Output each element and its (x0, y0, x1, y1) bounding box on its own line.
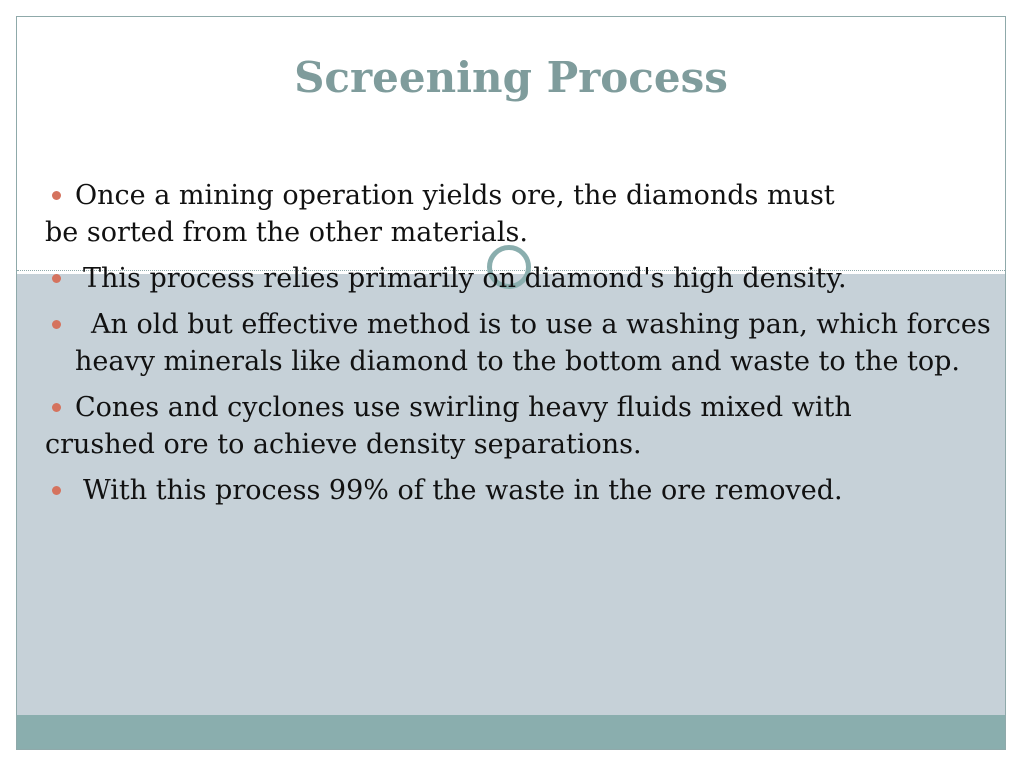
slide-title: Screening Process (294, 53, 728, 102)
continuation-text (45, 214, 995, 251)
bullet-icon (52, 403, 61, 412)
bullet-icon (52, 486, 61, 495)
bullet-item (45, 260, 995, 297)
bullet-item (45, 472, 995, 509)
slide-footer-bar (17, 715, 1005, 749)
continuation-text (45, 426, 995, 463)
bullet-text: With this process 99% of the waste in the ore removed. (83, 475, 843, 506)
continuation-line: crushed ore to achieve density separations. (45, 429, 642, 460)
bullet-item (45, 389, 995, 426)
slide-body (45, 177, 995, 518)
slide (16, 16, 1006, 750)
bullet-icon (52, 320, 61, 329)
bullet-icon (52, 274, 61, 283)
bullet-item (45, 177, 995, 214)
bullet-item (45, 306, 995, 380)
continuation-line: be sorted from the other materials. (45, 217, 528, 248)
bullet-text: An old but effective method is to use a washing pan, which forces heavy minerals like diamond to the bottom and waste to the top. (75, 309, 991, 377)
bullet-text: This process relies primarily on diamond's high density. (83, 263, 847, 294)
bullet-icon (52, 191, 61, 200)
bullet-text: Once a mining operation yields ore, the diamonds must (75, 180, 835, 211)
bullet-text: Cones and cyclones use swirling heavy fluids mixed with (75, 392, 852, 423)
